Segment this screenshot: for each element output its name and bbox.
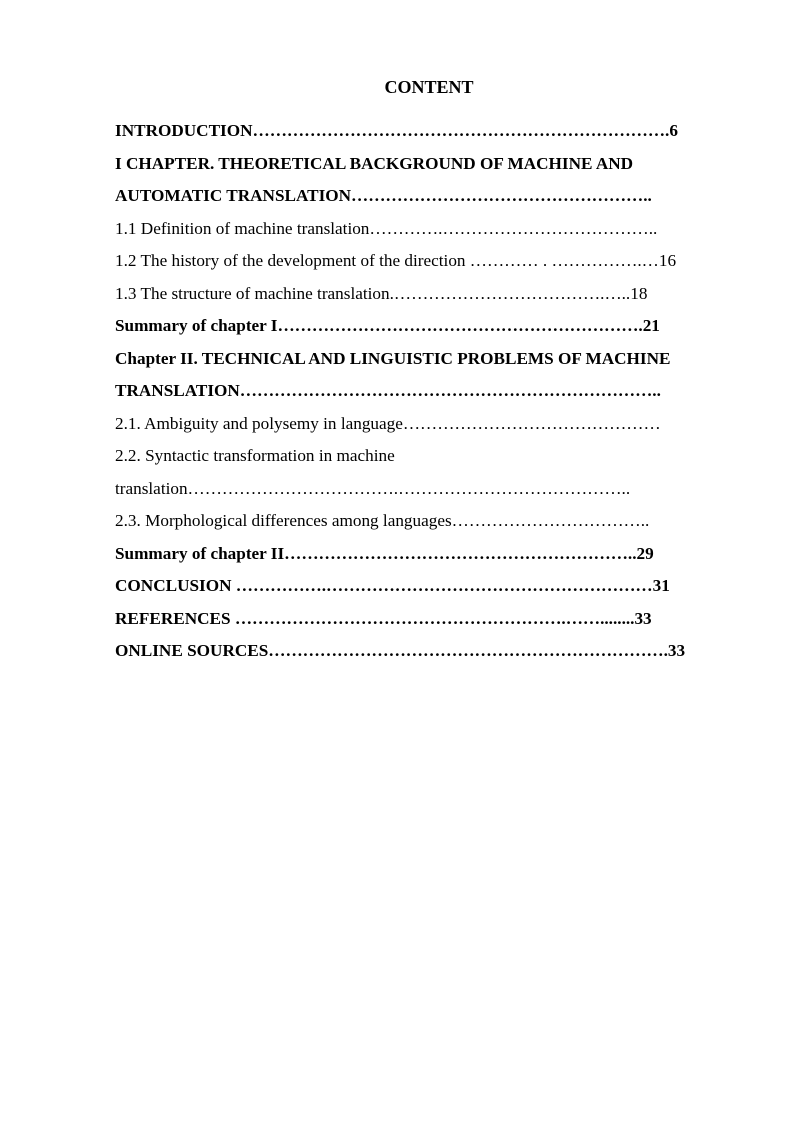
toc-line-references: REFERENCES ………………………………………………….……........33: [115, 608, 652, 628]
toc-line-1-1: 1.1 Definition of machine translation………….………………………………..: [115, 218, 658, 238]
toc-line-chapter-1-heading: I CHAPTER. THEORETICAL BACKGROUND OF MACHINE AND: [115, 153, 634, 173]
toc-line-summary-chapter-2: Summary of chapter II……………………………………………………..29: [115, 543, 654, 563]
page-title: CONTENT: [384, 77, 474, 97]
toc-line-conclusion: CONCLUSION …………….…………………………………………………31: [115, 576, 670, 595]
toc-line-2-2-cont: translation……………………………….…………………………………..: [115, 478, 631, 498]
toc-line-2-3: 2.3. Morphological differences among languages……………………………..: [115, 511, 650, 530]
toc-line-chapter-1-heading-cont: AUTOMATIC TRANSLATION……………………………………………..: [115, 186, 652, 205]
table-of-contents: [115, 119, 765, 672]
toc-line-2-2: 2.2. Syntactic transformation in machine: [115, 446, 395, 465]
toc-line-1-3: 1.3 The structure of machine translation.……………………………….…..18: [115, 283, 648, 303]
toc-line-1-2: 1.2 The history of the development of the direction ………… . …………….…16: [115, 251, 677, 270]
toc-line-summary-chapter-1: Summary of chapter I……………………………………………………….21: [115, 316, 660, 335]
toc-line-2-1: 2.1. Ambiguity and polysemy in language………………………………………: [115, 413, 661, 433]
toc-line-introduction: INTRODUCTION……………………………………………………………….6: [115, 121, 678, 140]
toc-line-online-sources: ONLINE SOURCES…………………………………………………………….33: [115, 641, 686, 660]
toc-line-chapter-2-heading: Chapter II. TECHNICAL AND LINGUISTIC PROBLEMS OF MACHINE: [115, 348, 671, 368]
toc-line-chapter-2-heading-cont: TRANSLATION………………………………………………………………..: [115, 381, 661, 400]
